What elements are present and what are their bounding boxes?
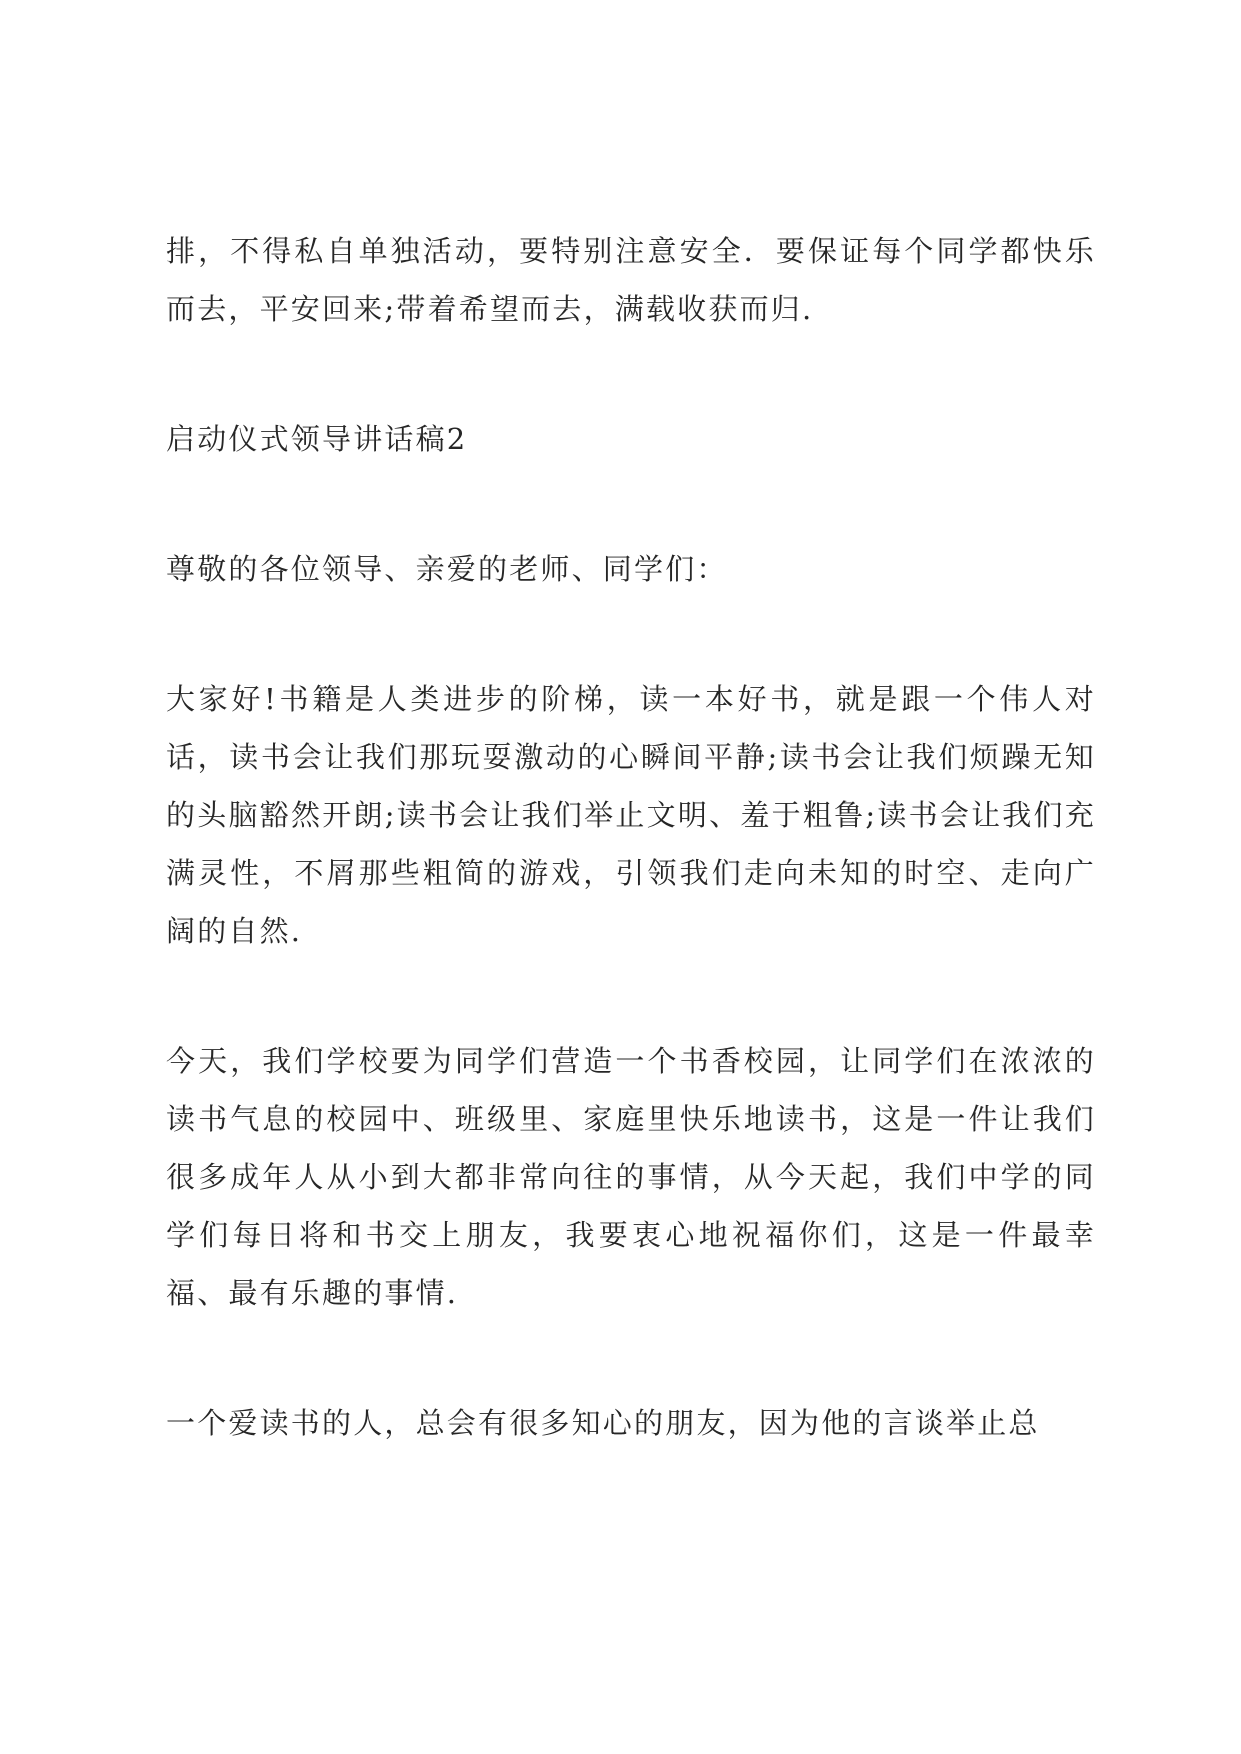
paragraph-reading-ladder: 大家好!书籍是人类进步的阶梯，读一本好书，就是跟一个伟人对话，读书会让我们那玩耍激动的心瞬间平静;读书会让我们烦躁无知的头脑豁然开朗;读书会让我们举止文明、羞于粗鲁;读书会让我们充满灵性，不屑那些粗简的游戏，引领我们走向未知的时空、走向广阔的自然. <box>166 682 1096 948</box>
salutation: 尊敬的各位领导、亲爱的老师、同学们： <box>166 552 728 586</box>
document-body <box>166 222 1096 1524</box>
continuation-paragraph: 排，不得私自单独活动，要特别注意安全．要保证每个同学都快乐而去，平安回来;带着希望而去，满载收获而归. <box>166 234 1096 326</box>
paragraph-book-lover: 一个爱读书的人，总会有很多知心的朋友，因为他的言谈举止总 <box>166 1406 1040 1440</box>
paragraph-book-campus: 今天，我们学校要为同学们营造一个书香校园，让同学们在浓浓的读书气息的校园中、班级里、家庭里快乐地读书，这是一件让我们很多成年人从小到大都非常向往的事情，从今天起，我们中学的同学们每日将和书交上朋友，我要衷心地祝福你们，这是一件最幸福、最有乐趣的事情. <box>166 1044 1096 1310</box>
section-title: 启动仪式领导讲话稿2 <box>166 422 468 456</box>
